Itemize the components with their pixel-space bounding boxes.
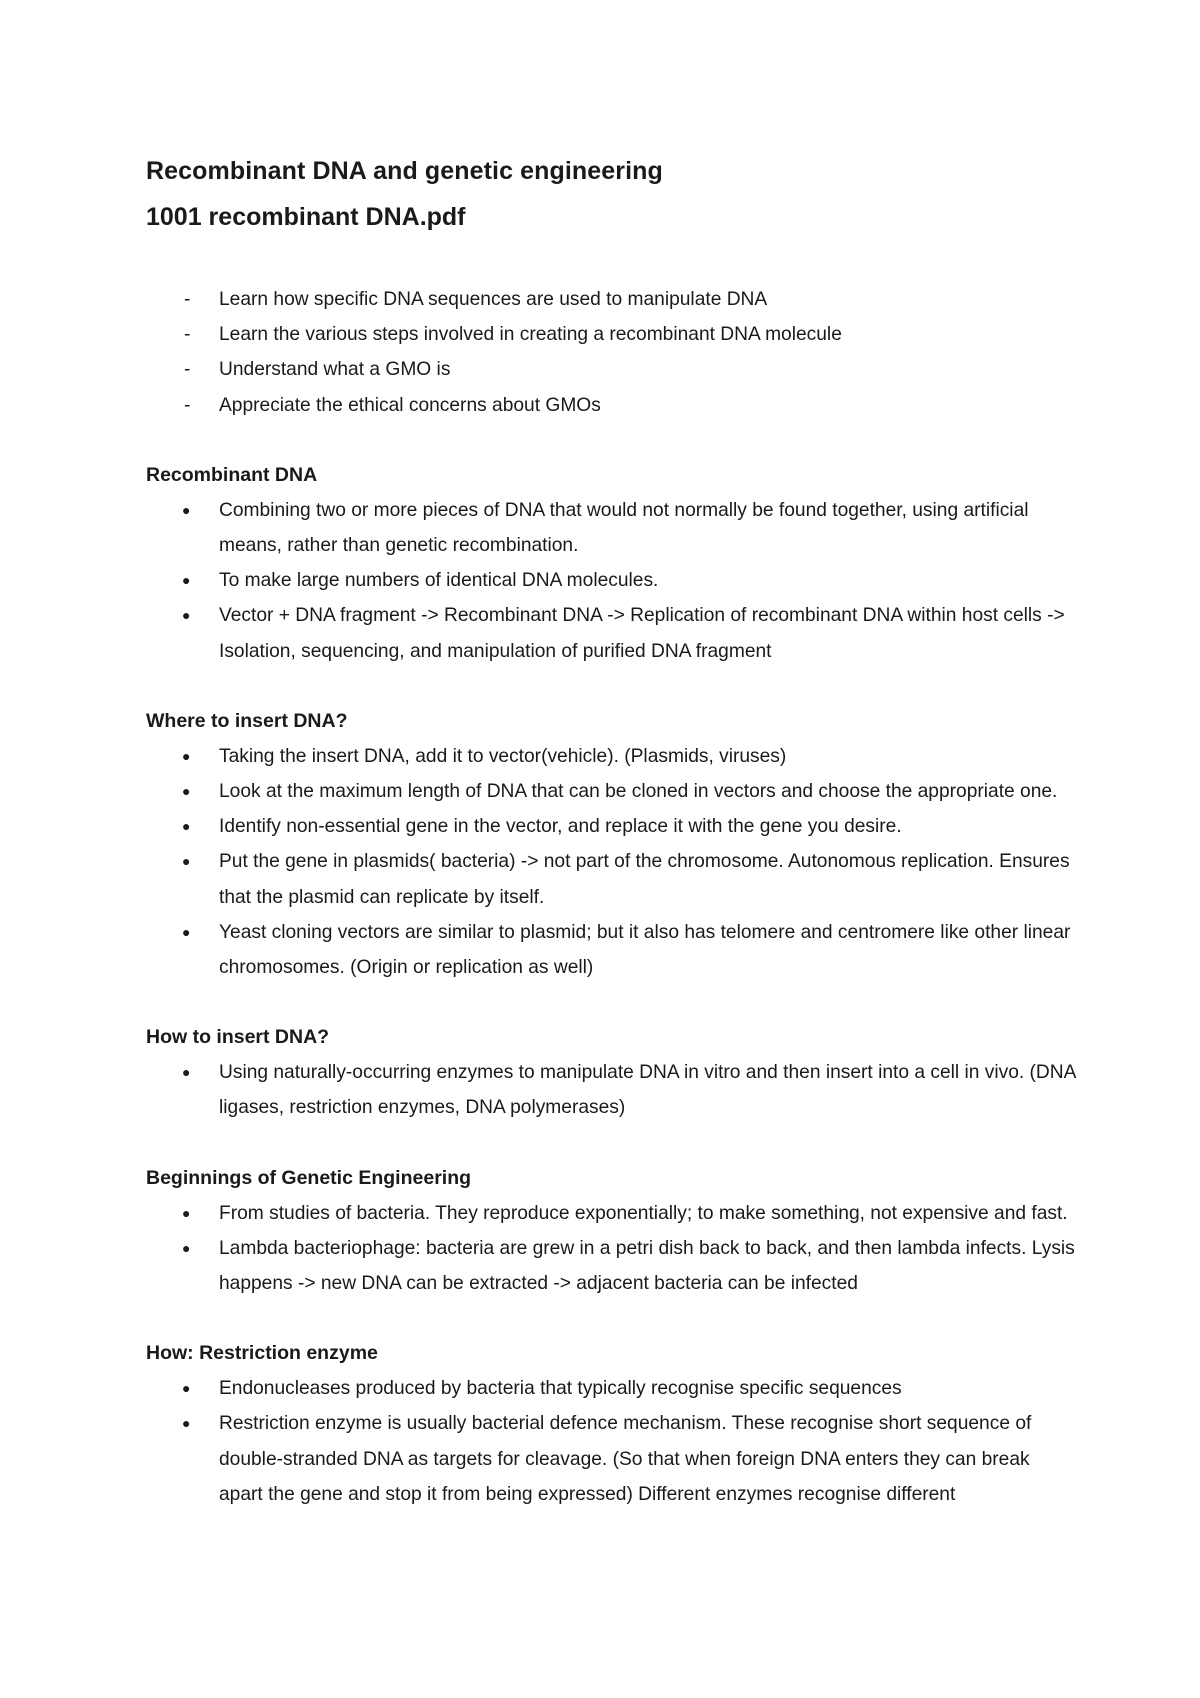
bullet-item: ● Using naturally-occurring enzymes to manipulate DNA in vitro and then insert into a cell in vivo. (DNA ligases, restriction enzymes, DNA polymerases)	[146, 1055, 1076, 1125]
section-recombinant-dna	[146, 458, 1076, 669]
bullet-item: ● Vector + DNA fragment -> Recombinant DNA -> Replication of recombinant DNA within host cells -> Isolation, sequencing, and manipulation of purified DNA fragment	[146, 598, 1076, 668]
bullet-item: ● Taking the insert DNA, add it to vector(vehicle). (Plasmids, viruses)	[146, 739, 1076, 774]
bullet-item: ● From studies of bacteria. They reproduce exponentially; to make something, not expensive and fast.	[146, 1196, 1076, 1231]
section-where-to-insert	[146, 704, 1076, 985]
section-heading: Beginnings of Genetic Engineering	[146, 1166, 472, 1189]
section-how-to-insert	[146, 1020, 1076, 1125]
objective-item: - Learn the various steps involved in creating a recombinant DNA molecule	[146, 317, 1076, 352]
section-heading: Recombinant DNA	[146, 463, 318, 486]
document-subtitle: 1001 recombinant DNA.pdf	[146, 203, 466, 231]
objective-item: - Appreciate the ethical concerns about GMOs	[146, 388, 1076, 423]
bullet-item: ● Yeast cloning vectors are similar to plasmid; but it also has telomere and centromere like other linear chromosomes. (Origin or replication as well)	[146, 915, 1076, 985]
document-title: Recombinant DNA and genetic engineering	[146, 157, 663, 185]
section-heading: How: Restriction enzyme	[146, 1342, 378, 1365]
bullet-item: ● To make large numbers of identical DNA molecules.	[146, 563, 1076, 598]
section-restriction-enzyme	[146, 1336, 1076, 1512]
bullet-item: ● Endonucleases produced by bacteria that typically recognise specific sequences	[146, 1371, 1076, 1406]
objective-item: - Understand what a GMO is	[146, 352, 1076, 387]
section-heading: Where to insert DNA?	[146, 709, 348, 732]
bullet-list	[146, 739, 1076, 985]
section-heading: How to insert DNA?	[146, 1026, 330, 1049]
bullet-item: ● Restriction enzyme is usually bacterial defence mechanism. These recognise short sequence of double-stranded DNA as targets for cleavage. (So that when foreign DNA enters they can break apart the gene and stop it from being expressed) Different enzymes recognise different	[146, 1406, 1076, 1512]
objectives-list	[146, 282, 1076, 423]
bullet-item: ● Identify non-essential gene in the vector, and replace it with the gene you desire.	[146, 809, 1076, 844]
document-content	[146, 148, 1076, 1512]
bullet-list	[146, 1371, 1076, 1512]
bullet-item: ● Lambda bacteriophage: bacteria are grew in a petri dish back to back, and then lambda infects. Lysis happens -> new DNA can be extracted -> adjacent bacteria can be infected	[146, 1231, 1076, 1301]
bullet-list	[146, 1055, 1076, 1125]
bullet-item: ● Look at the maximum length of DNA that can be cloned in vectors and choose the appropriate one.	[146, 774, 1076, 809]
bullet-list	[146, 493, 1076, 669]
bullet-item: ● Combining two or more pieces of DNA that would not normally be found together, using artificial means, rather than genetic recombination.	[146, 493, 1076, 563]
bullet-list	[146, 1196, 1076, 1302]
objective-item: - Learn how specific DNA sequences are used to manipulate DNA	[146, 282, 1076, 317]
bullet-item: ● Put the gene in plasmids( bacteria) -> not part of the chromosome. Autonomous replication. Ensures that the plasmid can replicate by itself.	[146, 844, 1076, 914]
section-beginnings-genetic-engineering	[146, 1161, 1076, 1302]
